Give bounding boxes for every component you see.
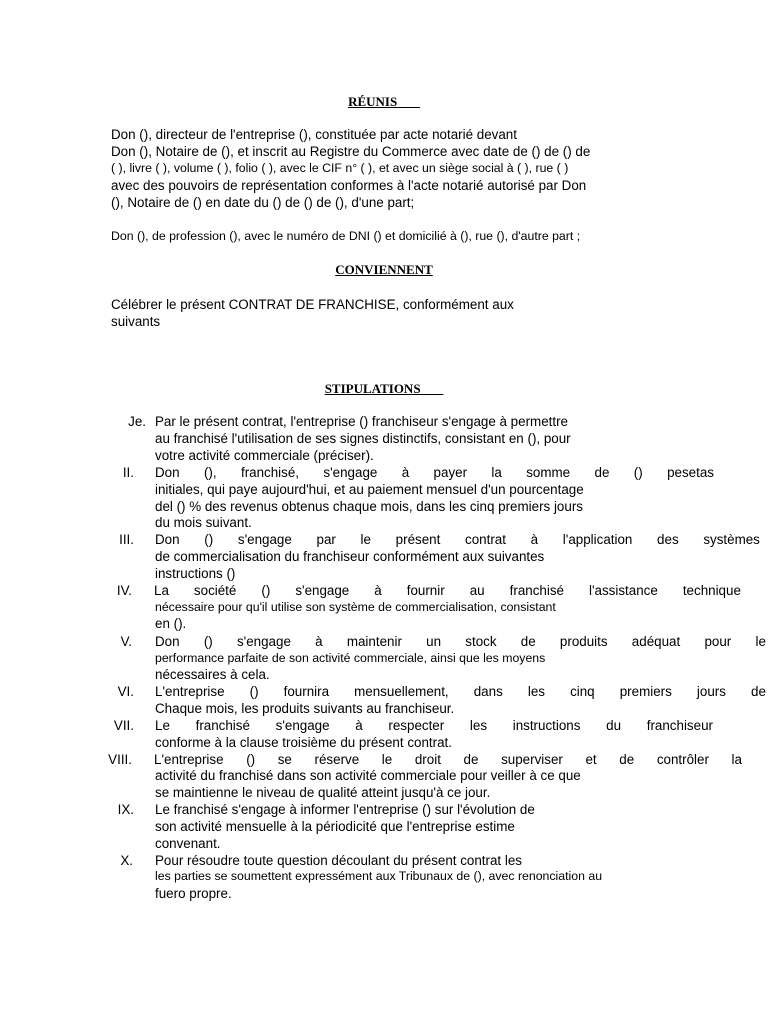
justified-line <box>155 717 713 734</box>
justified-word: du <box>606 718 622 733</box>
justified-word: l'application <box>562 532 633 547</box>
justified-word: La <box>154 583 169 598</box>
justified-word: (), <box>203 465 217 480</box>
justified-word: l'assistance <box>589 583 658 598</box>
justified-word: systèmes <box>703 532 760 547</box>
justified-word: s'engage <box>237 532 292 547</box>
stipulation-number: VI. <box>117 684 134 699</box>
party1-line: Don (), Notaire de (), et inscrit au Registre du Commerce avec date de () de () de <box>111 144 591 159</box>
heading-conviennent: CONVIENNENT <box>335 262 433 277</box>
justified-word: à <box>401 465 410 480</box>
justified-word: au <box>469 583 485 598</box>
justified-word: société <box>193 583 237 598</box>
stipulation-line: Le franchisé s'engage à informer l'entreprise () sur l'évolution de <box>155 802 535 817</box>
justified-word: () <box>203 634 213 649</box>
justified-word: () <box>204 532 214 547</box>
party1-line: ( ), livre ( ), volume ( ), folio ( ), avec le CIF n° ( ), et avec un siège social à ( ), rue ( ) <box>111 161 569 175</box>
justified-word: la <box>731 752 742 767</box>
justified-word: la <box>491 465 502 480</box>
stipulation-line: nécessaires à cela. <box>155 667 270 682</box>
stipulation-number: V. <box>120 634 132 649</box>
justified-line <box>155 464 714 481</box>
justified-word: à <box>355 718 363 733</box>
justified-word: Don <box>155 532 180 547</box>
justified-word: un <box>426 634 442 649</box>
justified-line <box>154 582 741 599</box>
justified-word: le <box>360 532 371 547</box>
party2-line: Don (), de profession (), avec le numéro de DNI () et domicilié à (), rue (), d'autre part ; <box>111 229 581 243</box>
stipulation-line: conforme à la clause troisième du présent contrat. <box>155 735 452 750</box>
stipulation-number: VII. <box>113 718 134 733</box>
justified-word: droit <box>414 752 441 767</box>
justified-word: pour <box>704 634 732 649</box>
stipulation-number: IX. <box>117 802 134 817</box>
justified-word: dans <box>473 684 503 699</box>
justified-word: contrat <box>465 532 506 547</box>
celebrer-line: suivants <box>111 314 161 329</box>
stipulation-number: X. <box>120 853 133 868</box>
justified-word: franchiseur <box>646 718 713 733</box>
justified-word: le <box>381 752 393 767</box>
justified-word: les <box>469 718 488 733</box>
justified-word: présent <box>395 532 441 547</box>
justified-word: de <box>751 684 766 699</box>
justified-word: de <box>463 752 479 767</box>
justified-word: s'engage <box>236 634 291 649</box>
stipulation-line: son activité mensuelle à la périodicité que l'entreprise estime <box>155 819 515 834</box>
justified-word: pesetas <box>667 465 714 480</box>
justified-word: () <box>249 684 259 699</box>
justified-line <box>155 633 766 650</box>
stipulation-line: du mois suivant. <box>155 515 252 530</box>
justified-word: jours <box>696 684 726 699</box>
justified-word: Le <box>155 718 170 733</box>
stipulation-line: instructions () <box>155 566 236 581</box>
justified-word: cinq <box>570 684 595 699</box>
justified-word: () <box>633 465 643 480</box>
justified-word: de <box>619 752 635 767</box>
justified-line <box>155 683 766 700</box>
party1-line: avec des pouvoirs de représentation conformes à l'acte notarié autorisé par Don <box>111 178 587 193</box>
justified-word: franchisé <box>509 583 564 598</box>
stipulation-number: III. <box>119 532 134 547</box>
justified-word: superviser <box>501 752 563 767</box>
justified-word: s'engage <box>275 718 330 733</box>
stipulation-line: Par le présent contrat, l'entreprise () franchiseur s'engage à permettre <box>155 414 568 429</box>
justified-word: des <box>657 532 679 547</box>
stipulation-number: VIII. <box>108 752 132 767</box>
justified-word: fournira <box>283 684 330 699</box>
justified-word: s'engage <box>323 465 378 480</box>
justified-word: maintenir <box>346 634 402 649</box>
heading-reunis: RÉUNIS <box>348 94 420 109</box>
stipulation-line: au franchisé l'utilisation de ses signes distinctifs, consistant en (), pour <box>155 431 571 446</box>
justified-word: réserve <box>314 752 360 767</box>
justified-word: à <box>530 532 539 547</box>
stipulation-number: IV. <box>116 583 132 598</box>
party1-line: Don (), directeur de l'entreprise (), constituée par acte notarié devant <box>111 127 517 142</box>
justified-line <box>154 751 742 768</box>
justified-word: contrôler <box>656 752 709 767</box>
justified-word: à <box>315 634 323 649</box>
justified-word: Don <box>155 465 180 480</box>
justified-word: L'entreprise <box>155 684 225 699</box>
justified-word: L'entreprise <box>154 752 224 767</box>
stipulation-line: del () % des revenus obtenus chaque mois, dans les cinq premiers jours <box>155 499 583 514</box>
justified-word: () <box>261 583 271 598</box>
justified-word: Don <box>155 634 180 649</box>
justified-word: payer <box>433 465 468 480</box>
justified-word: mensuellement, <box>354 684 449 699</box>
heading-stipulations: STIPULATIONS <box>324 381 444 396</box>
justified-word: se <box>277 752 292 767</box>
celebrer-line: Célébrer le présent CONTRAT DE FRANCHISE, conformément aux <box>111 297 514 312</box>
justified-word: stock <box>465 634 497 649</box>
justified-word: franchisé <box>195 718 250 733</box>
stipulation-number: II. <box>122 465 134 480</box>
stipulation-line: se maintienne le niveau de qualité atteint jusqu'à ce jour. <box>155 785 491 800</box>
justified-word: les <box>527 684 545 699</box>
stipulation-line: fuero propre. <box>155 886 232 901</box>
justified-word: instructions <box>512 718 581 733</box>
justified-word: () <box>246 752 256 767</box>
justified-word: par <box>316 532 336 547</box>
stipulation-line: votre activité commerciale (préciser). <box>155 448 374 463</box>
justified-word: respecter <box>388 718 445 733</box>
justified-word: et <box>585 752 597 767</box>
stipulation-line: de commercialisation du franchiseur conformément aux suivantes <box>155 549 545 564</box>
stipulation-line: Chaque mois, les produits suivants au franchiseur. <box>155 701 455 716</box>
stipulation-line: performance parfaite de son activité commerciale, ainsi que les moyens <box>155 651 546 665</box>
party1-line: (), Notaire de () en date du () de () de (), d'une part; <box>111 195 415 210</box>
justified-word: franchisé, <box>240 465 300 480</box>
justified-word: le <box>755 634 766 649</box>
justified-word: adéquat <box>631 634 681 649</box>
justified-word: de <box>520 634 536 649</box>
stipulation-line: activité du franchisé dans son activité commerciale pour veiller à ce que <box>155 768 581 783</box>
justified-word: s'engage <box>295 583 350 598</box>
justified-word: premiers <box>619 684 672 699</box>
stipulation-line: les parties se soumettent expressément aux Tribunaux de (), avec renonciation au <box>155 869 603 883</box>
justified-word: produits <box>559 634 608 649</box>
stipulation-line: Pour résoudre toute question découlant du présent contrat les <box>155 853 522 868</box>
justified-word: somme <box>526 465 571 480</box>
stipulation-line: en (). <box>155 616 187 631</box>
justified-word: à <box>374 583 382 598</box>
stipulation-number: Je. <box>128 414 146 429</box>
justified-word: technique <box>682 583 741 598</box>
stipulation-line: nécessaire pour qu'il utilise son système de commercialisation, consistant <box>155 600 556 614</box>
stipulation-line: initiales, qui paye aujourd'hui, et au paiement mensuel d'un pourcentage <box>155 482 584 497</box>
justified-word: fournir <box>406 583 445 598</box>
justified-line <box>155 531 760 548</box>
justified-word: de <box>594 465 610 480</box>
stipulation-line: convenant. <box>155 836 221 851</box>
